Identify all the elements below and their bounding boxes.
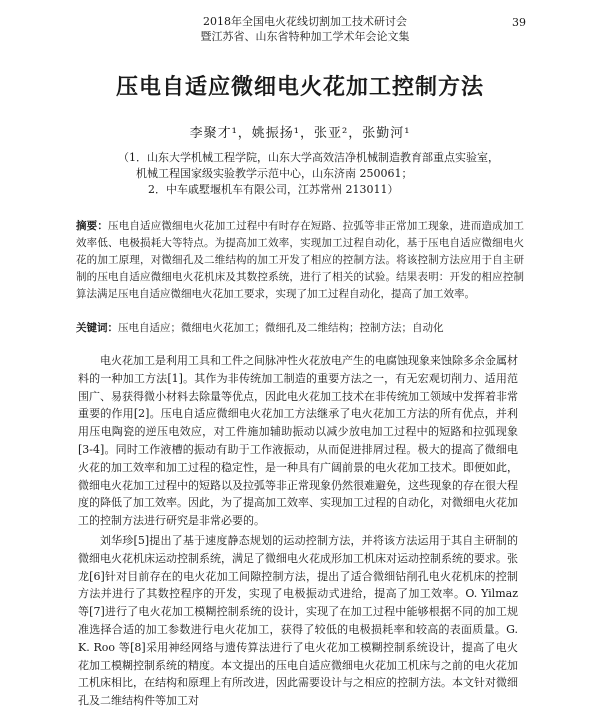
header-line-1: 2018年全国电火花线切割加工技术研讨会 [203,15,407,28]
abstract-text: 压电自适应微细电火花加工过程中有时存在短路、拉弧等非正常加工现象，进而造成加工效率低、电极损耗大等特点。为提高加工效率，实现加工过程自动化，基于压电自适应微细电火花的加工原理，对微细孔及二维结构的加工开发了相应的控制方法。将该控制方法应用于自主研制的压电自适应微细电火花机床及其数控系统，进行了相关的试验。结果表明：开发的相应控制算法满足压电自适应微细电火花加工要求，实现了加工过程自动化，提高了加工效率。 [76,220,525,300]
paper-title: 压电自适应微细电火花加工控制方法 [115,75,484,100]
body-text [78,352,518,710]
abstract [76,218,524,303]
running-header [170,14,440,44]
affiliation-line: （1．山东大学机械工程学院，山东大学高效洁净机械制造教育部重点实验室， [118,151,499,164]
affiliation-line: 机械工程国家级实验教学示范中心，山东济南 250061； [136,167,413,180]
header-line-2: 暨江苏省、山东省特种加工学术年会论文集 [200,30,410,43]
body-paragraph: 电火花加工是利用工具和工件之间脉冲性火花放电产生的电腐蚀现象来蚀除多余金属材料的一种加工方法[1]。其作为非传统加工制造的重要方法之一，有无宏观切削力、适用范围广、易获得微小材料去除量等优点，因此电火花加工技术在非传统加工领域中发挥着非常重要的作用[2]。压电自适应微细电火花加工方法继承了电火花加工方法的所有优点，并利用压电陶瓷的逆压电效应，对工件施加辅助振动以减少放电加工过程中的短路和拉弧现象[3-4]。同时工作液槽的振动有助于工作液振动，从而促进排屑过程。极大的提高了微细电火花的加工效率和加工过程的稳定性，是一种具有广阔前景的电火花加工技术。即便如此，微细电火花加工过程中的短路以及拉弧等非正常现象仍然很难避免，这些现象的存在很大程度的降低了加工效率。因此，为了提高加工效率、实现加工过程的自动化，对微细电火花加工的控制方法进行研究是非常必要的。 [78,354,518,528]
body-paragraph: 刘华珍[5]提出了基于速度静态规划的运动控制方法，并将该方法运用于其自主研制的微细电火花机床运动控制系统，满足了微细电火花成形加工机床对运动控制系统的要求。张龙[6]针对目前存在的电火花加工间隙控制方法，提出了适合微细钻削孔电火花机床的控制方法并进行了其数控程序的开发，实现了电极振动式进给，提高了加工效率。O. Yilmaz 等[7]进行了电火花加工模糊控制系统的设计，实现了在加工过程中能够根据不同的加工规准选择合适的加工参数进行电火花加工，获得了较低的电极损耗率和较高的表面质量。G. K. Roo 等[8]采用神经网络与遗传算法进行了电火花加工模糊控制系统设计，提高了电火花加工模糊控制系统的精度。本文提出的压电自适应微细电火花加工机床与之前的电火花加工机床相比，在结构和原理上有所改进，因此需要设计与之相应的控制方法。本文针对微细孔及二维结构件等加工对 [78,533,518,708]
affiliations [118,150,538,198]
keywords-label: 关键词： [76,322,118,334]
affiliation-line: 2．中车戚墅堰机车有限公司，江苏常州 213011） [148,183,399,196]
page-number: 39 [512,16,526,29]
abstract-label: 摘要： [76,220,109,232]
keywords-text: 压电自适应；微细电火花加工；微细孔及二维结构；控制方法；自动化 [118,322,444,334]
author-list: 李聚才¹，姚振扬¹，张亚²，张勤河¹ [189,126,411,141]
keywords [76,320,524,336]
